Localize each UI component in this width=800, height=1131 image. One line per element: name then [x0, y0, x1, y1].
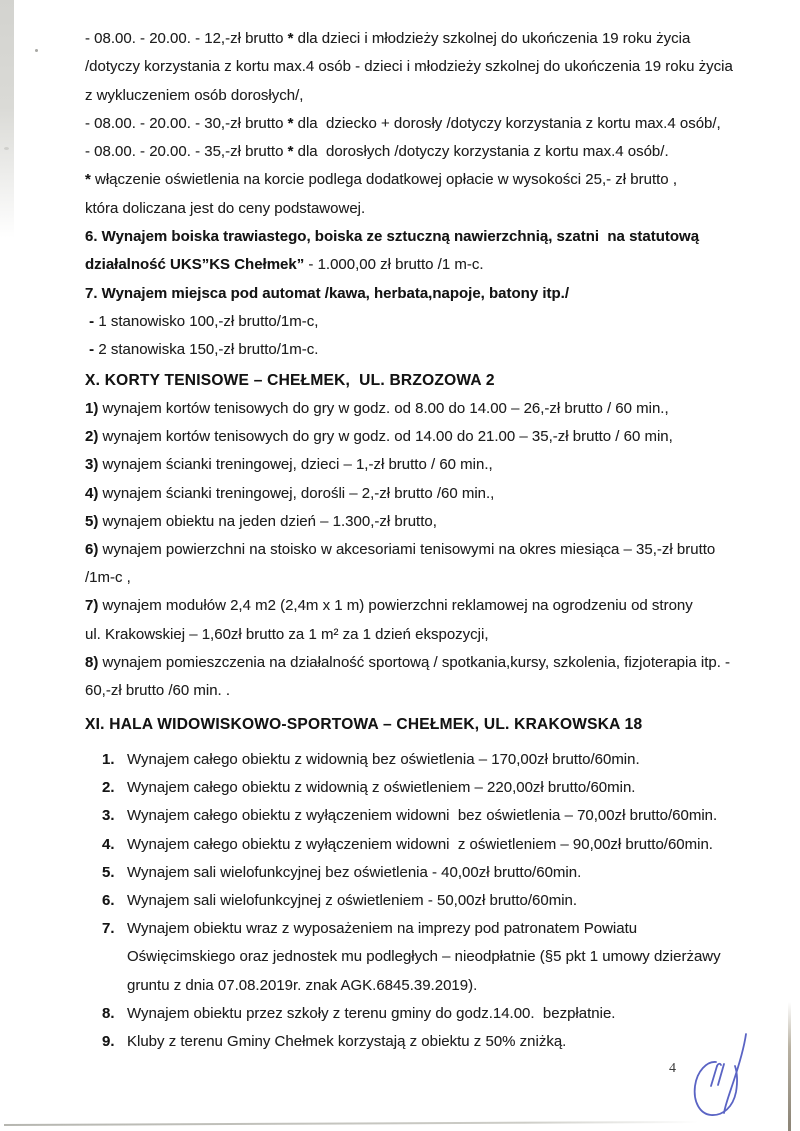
intro-line: 6. Wynajem boiska trawiastego, boiska ze sztuczną nawierzchnią, szatni na statutową	[85, 228, 700, 246]
page-number: 4	[669, 1061, 676, 1076]
section-x-heading: X. KORTY TENISOWE – CHEŁMEK, UL. BRZOZOWA 2	[85, 372, 495, 389]
section-x-item-line: 6) wynajem powierzchni na stoisko w akcesoriami tenisowymi na okres miesiąca – 35,-zł brutto	[85, 541, 716, 559]
scan-speck	[4, 147, 9, 150]
section-xi-item-line: 5. Wynajem sali wielofunkcyjnej bez oświetlenia - 40,00zł brutto/60min.	[102, 863, 582, 881]
section-x-item-line: ul. Krakowskiej – 1,60zł brutto za 1 m² za 1 dzień ekspozycji,	[85, 625, 489, 643]
scan-edge-left	[0, 0, 14, 238]
section-x-item-line: 5) wynajem obiektu na jeden dzień – 1.300,-zł brutto,	[85, 512, 437, 530]
section-xi-item-line: 1. Wynajem całego obiektu z widownią bez oświetlenia – 170,00zł brutto/60min.	[102, 751, 640, 768]
section-xi-item-line: 6. Wynajem sali wielofunkcyjnej z oświetleniem - 50,00zł brutto/60min.	[102, 892, 578, 910]
intro-line: - 2 stanowiska 150,-zł brutto/1m-c.	[85, 341, 319, 359]
intro-line: - 08.00. - 20.00. - 30,-zł brutto * dla dziecko + dorosły /dotyczy korzystania z kortu max.4 osób/,	[85, 114, 721, 132]
section-xi-item-line: 9. Kluby z terenu Gminy Chełmek korzystają z obiektu z 50% zniżką.	[102, 1033, 567, 1051]
section-xi-item-line: 8. Wynajem obiektu przez szkoły z terenu gminy do godz.14.00. bezpłatnie.	[102, 1004, 616, 1022]
signature-ink	[680, 1028, 770, 1128]
section-xi-item-line: 3. Wynajem całego obiektu z wyłączeniem widowni bez oświetlenia – 70,00zł brutto/60min.	[102, 807, 718, 825]
section-xi-item-line: 2. Wynajem całego obiektu z widownią z oświetleniem – 220,00zł brutto/60min.	[102, 779, 636, 797]
section-x-item-line: 60,-zł brutto /60 min. .	[85, 682, 231, 700]
section-xi-item-line: 7. Wynajem obiektu wraz z wyposażeniem na imprezy pod patronatem Powiatu	[102, 920, 638, 938]
section-x-items	[85, 395, 730, 705]
intro-line: /dotyczy korzystania z kortu max.4 osób - dzieci i młodzieży szkolnej do ukończenia 19 roku życia	[85, 58, 733, 76]
section-x-item-line: /1m-c ,	[85, 569, 131, 587]
intro-line: * włączenie oświetlenia na korcie podlega dodatkowej opłacie w wysokości 25,- zł brutto ,	[85, 171, 677, 189]
section-x-item-line: 1) wynajem kortów tenisowych do gry w godz. od 8.00 do 14.00 – 26,-zł brutto / 60 min.,	[85, 400, 669, 417]
intro-line: - 08.00. - 20.00. - 12,-zł brutto * dla dzieci i młodzieży szkolnej do ukończenia 19 roku życia	[85, 30, 691, 47]
scan-edge-bottom	[4, 1121, 698, 1126]
intro-line: - 1 stanowisko 100,-zł brutto/1m-c,	[85, 312, 319, 330]
section-xi-item-line: gruntu z dnia 07.08.2019r. znak AGK.6845.39.2019).	[127, 976, 478, 994]
section-xi-heading: XI. HALA WIDOWISKOWO-SPORTOWA – CHEŁMEK, UL. KRAKOWSKA 18	[85, 716, 643, 733]
scan-speck	[35, 49, 38, 52]
section-x-item-line: 2) wynajem kortów tenisowych do gry w godz. od 14.00 do 21.00 – 35,-zł brutto / 60 min,	[85, 428, 673, 446]
intro-line: działalność UKS”KS Chełmek” - 1.000,00 zł brutto /1 m-c.	[85, 256, 484, 274]
section-x-item-line: 4) wynajem ścianki treningowej, dorośli – 2,-zł brutto /60 min.,	[85, 484, 495, 502]
intro-line: - 08.00. - 20.00. - 35,-zł brutto * dla dorosłych /dotyczy korzystania z kortu max.4 osób/.	[85, 143, 669, 161]
intro-line: która doliczana jest do ceny podstawowej.	[85, 199, 366, 217]
section-xi-item-line: 4. Wynajem całego obiektu z wyłączeniem widowni z oświetleniem – 90,00zł brutto/60min.	[102, 835, 713, 853]
section-xi-items	[85, 746, 721, 1056]
intro-block	[85, 25, 733, 365]
section-xi-item-line: Oświęcimskiego oraz jednostek mu podległych – nieodpłatnie (§5 pkt 1 umowy dzierżawy	[127, 948, 721, 966]
intro-line: z wykluczeniem osób dorosłych/,	[85, 86, 304, 104]
section-x-item-line: 8) wynajem pomieszczenia na działalność sportową / spotkania,kursy, szkolenia, fizjoterapia itp. -	[85, 653, 731, 671]
section-x-item-line: 7) wynajem modułów 2,4 m2 (2,4m x 1 m) powierzchni reklamowej na ogrodzeniu od strony	[85, 597, 693, 615]
intro-line: 7. Wynajem miejsca pod automat /kawa, herbata,napoje, batony itp./	[85, 284, 570, 302]
scan-edge-right	[788, 1002, 791, 1131]
section-x-item-line: 3) wynajem ścianki treningowej, dzieci – 1,-zł brutto / 60 min.,	[85, 456, 493, 474]
